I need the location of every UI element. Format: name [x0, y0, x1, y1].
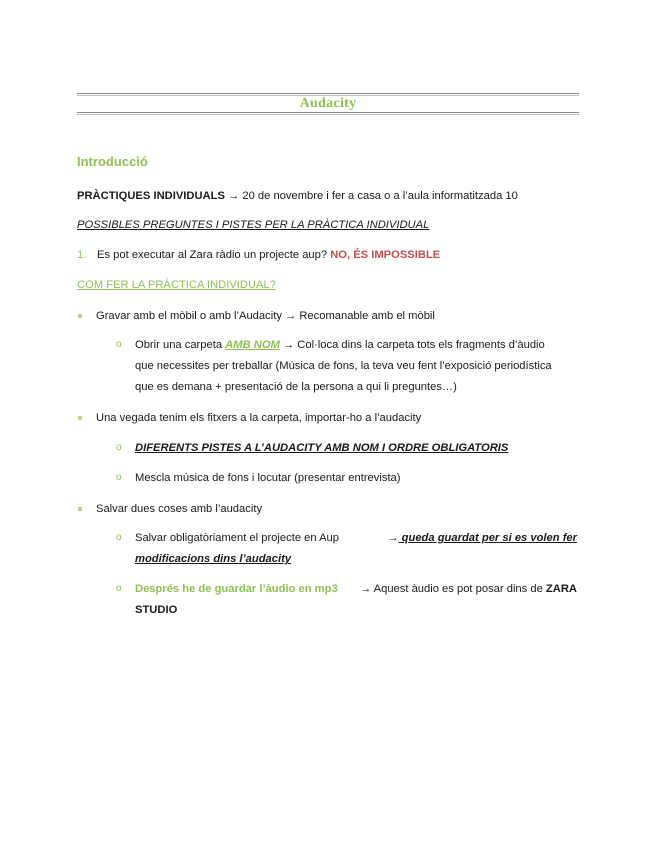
circle-bullet-icon: o — [116, 472, 122, 483]
square-bullet-icon — [78, 507, 82, 511]
bullet-2: Una vegada tenim els fitxers a la carpeta, importar-ho a l’audacity — [96, 412, 422, 424]
bullet-2-sub-2: Mescla música de fons i locutar (presentar entrevista) — [135, 472, 401, 484]
question-1 — [77, 248, 440, 262]
zara-label: ZARA — [545, 583, 577, 595]
practiques-line — [77, 189, 518, 203]
document-title: Audacity — [299, 96, 357, 111]
header-rule-bottom-thin — [77, 114, 579, 115]
how-heading: COM FER LA PRÀCTICA INDIVIDUAL? — [77, 279, 276, 291]
mp3-emphasis: Després he de guardar l’àudio en mp3 — [135, 583, 338, 595]
questions-heading: POSSIBLES PREGUNTES I PISTES PER LA PRÀCTICA INDIVIDUAL — [77, 219, 430, 231]
arrow-icon: → — [282, 339, 295, 351]
guardat-emphasis: queda guardat per si es volen fer — [398, 532, 577, 544]
question-number: 1. — [77, 249, 87, 261]
header-rule-bottom — [77, 112, 579, 113]
arrow-icon: → — [359, 583, 372, 595]
question-text: Es pot executar al Zara ràdio un projecte aup? — [97, 249, 328, 261]
bullet-1 — [96, 309, 435, 323]
bullet-3: Salvar dues coses amb l’audacity — [96, 503, 263, 515]
sub-text: Col·loca dins la carpeta tots els fragments d’àudio — [294, 339, 545, 351]
bullet-2-sub-1: DIFERENTS PISTES A L’AUDACITY AMB NOM I ORDRE OBLIGATORIS — [135, 442, 509, 454]
practiques-text: 20 de novembre i fer a casa o a l’aula informatitzada 10 — [239, 190, 518, 202]
bullet-3-sub-2-line-2: STUDIO — [135, 604, 178, 616]
sub-text: Aquest àudio es pot posar dins de — [371, 583, 543, 595]
sub-text: Obrir una carpeta — [135, 339, 223, 351]
bullet-1-sub-1-line-1 — [135, 338, 545, 352]
question-answer: NO, ÉS IMPOSSIBLE — [330, 249, 441, 261]
bullet-3-sub-1-line-2: modificacions dins l’audacity — [135, 553, 292, 565]
square-bullet-icon — [78, 416, 82, 420]
arrow-icon: → — [387, 532, 399, 544]
arrow-icon: → — [285, 310, 297, 322]
square-bullet-icon — [78, 314, 82, 318]
bullet-1-rest: Recomanable amb el mòbil — [296, 310, 435, 322]
circle-bullet-icon: o — [116, 583, 122, 594]
bullet-1-text: Gravar amb el mòbil o amb l’Audacity — [96, 310, 282, 322]
circle-bullet-icon: o — [116, 339, 122, 350]
bullet-1-sub-1-line-2: que necessites per treballar (Música de fons, la teva veu fent l’exposició periodística — [135, 360, 552, 372]
sub-text: Salvar obligatòriament el projecte en Aup — [135, 532, 339, 544]
bullet-1-sub-1-line-3: que es demana + presentació de la persona a qui li preguntes…) — [135, 381, 457, 393]
bullet-3-sub-1-line-1 — [135, 531, 577, 545]
section-heading: Introducció — [77, 154, 148, 169]
circle-bullet-icon: o — [116, 532, 122, 543]
circle-bullet-icon: o — [116, 442, 122, 453]
practiques-label: PRÀCTIQUES INDIVIDUALS — [77, 190, 225, 202]
header-rule-top — [77, 93, 579, 94]
amb-nom-emphasis: AMB NOM — [225, 339, 280, 351]
bullet-3-sub-2-line-1 — [135, 582, 577, 596]
arrow-icon: → — [228, 190, 240, 202]
